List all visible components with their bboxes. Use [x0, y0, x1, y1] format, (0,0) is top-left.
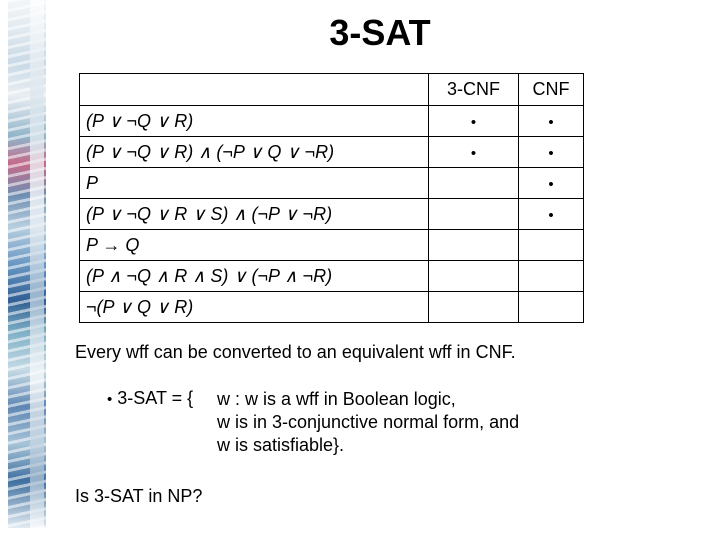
- cnf-cell: [519, 261, 584, 292]
- 3cnf-cell: [429, 106, 519, 137]
- bullet-icon: •: [107, 391, 113, 408]
- definition-lines: [217, 388, 519, 457]
- table-row: [80, 137, 584, 168]
- bullet-icon: •: [548, 175, 554, 193]
- definition-line: w : w is a wff in Boolean logic,: [217, 389, 456, 409]
- table-row: [80, 106, 584, 137]
- cnf-cell: [519, 168, 584, 199]
- formula-cell: P → Q: [80, 230, 429, 261]
- header-cnf: CNF: [519, 74, 584, 106]
- definition-bullet: [107, 388, 193, 409]
- formula-cell: P: [80, 168, 429, 199]
- table-row: [80, 292, 584, 323]
- 3cnf-cell: [429, 137, 519, 168]
- table-row: [80, 230, 584, 261]
- table-header-row: [80, 74, 584, 106]
- cnf-cell: [519, 292, 584, 323]
- cnf-cell: [519, 199, 584, 230]
- header-formula: [80, 74, 429, 106]
- cnf-cell: [519, 106, 584, 137]
- table-row: [80, 168, 584, 199]
- formula-cell: (P ∨ ¬Q ∨ R): [80, 106, 429, 137]
- cnf-comparison-table: [79, 73, 584, 323]
- definition-line: w is in 3-conjunctive normal form, and: [217, 412, 520, 432]
- cnf-cell: [519, 230, 584, 261]
- header-3cnf: 3-CNF: [429, 74, 519, 106]
- formula-cell: (P ∨ ¬Q ∨ R ∨ S) ∧ (¬P ∨ ¬R): [80, 199, 429, 230]
- table-row: [80, 261, 584, 292]
- 3cnf-cell: [429, 261, 519, 292]
- 3cnf-cell: [429, 168, 519, 199]
- bullet-icon: •: [548, 113, 554, 131]
- bullet-icon: •: [548, 144, 554, 162]
- definition-line: w is satisfiable}.: [217, 435, 345, 455]
- decorative-side-line: [30, 0, 44, 528]
- np-question: Is 3-SAT in NP?: [75, 486, 203, 506]
- definition-lead: 3-SAT = {: [117, 388, 194, 408]
- bullet-icon: •: [470, 113, 477, 131]
- formula-cell: (P ∨ ¬Q ∨ R) ∧ (¬P ∨ Q ∨ ¬R): [80, 137, 429, 168]
- table-row: [80, 199, 584, 230]
- slide-title: 3-SAT: [329, 12, 431, 53]
- 3cnf-cell: [429, 199, 519, 230]
- cnf-statement: Every wff can be converted to an equivalent wff in CNF.: [75, 342, 516, 362]
- formula-cell: ¬(P ∨ Q ∨ R): [80, 292, 429, 323]
- cnf-cell: [519, 137, 584, 168]
- 3cnf-cell: [429, 292, 519, 323]
- bullet-icon: •: [548, 206, 554, 224]
- formula-cell: (P ∧ ¬Q ∧ R ∧ S) ∨ (¬P ∧ ¬R): [80, 261, 429, 292]
- bullet-icon: •: [470, 144, 477, 162]
- 3cnf-cell: [429, 230, 519, 261]
